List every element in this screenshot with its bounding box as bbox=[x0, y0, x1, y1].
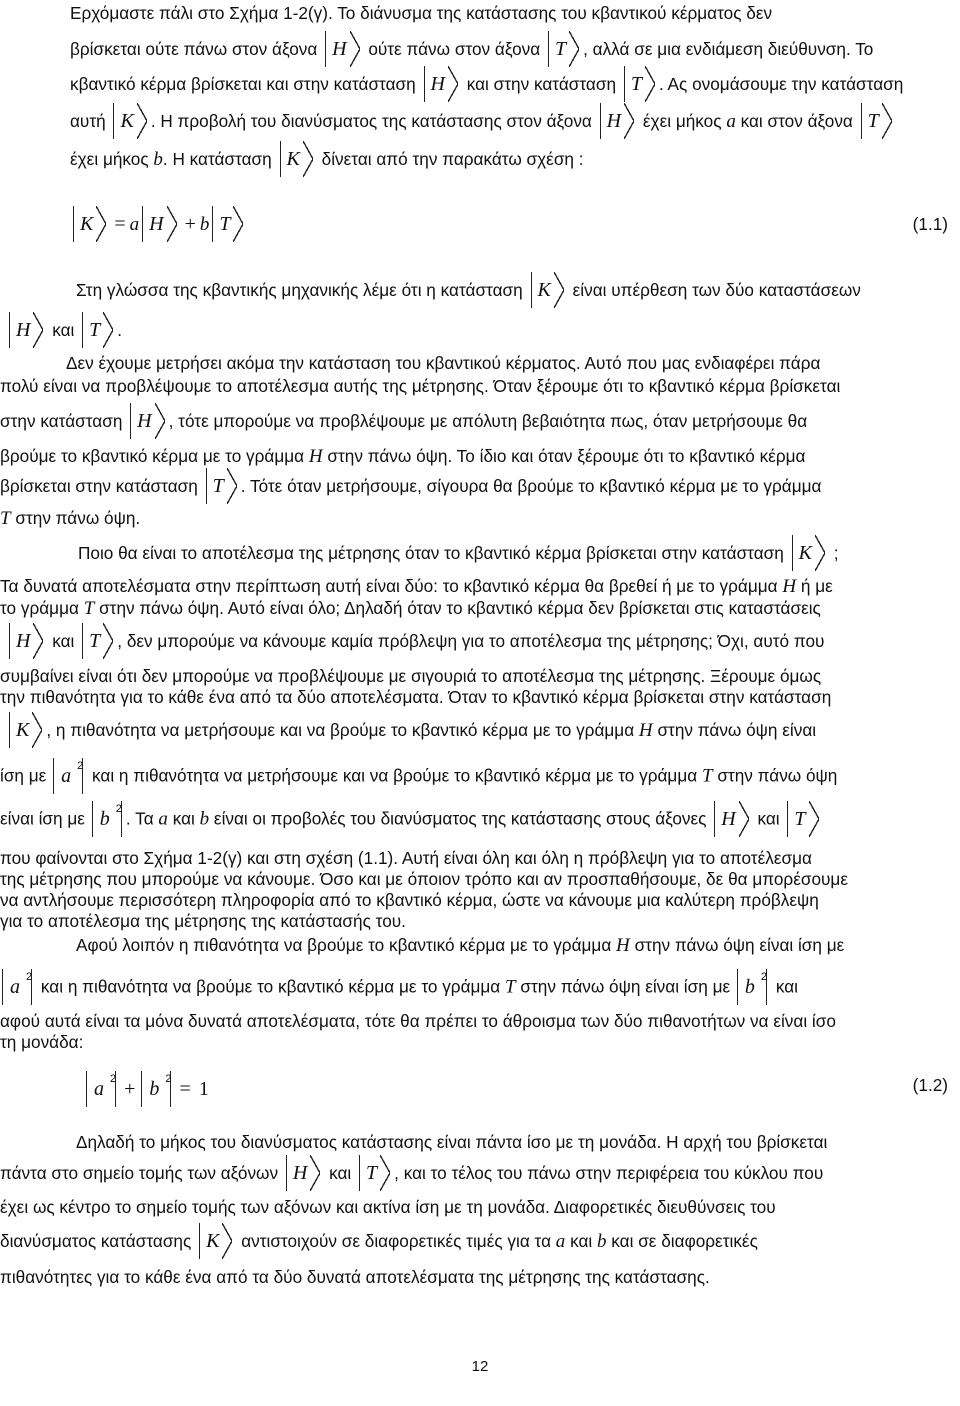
text: να αντλήσουμε περισσότερη πληροφορία από το κβαντικό κέρμα, ώστε να κάνουμε μια καλύτερη πρόβλεψη bbox=[0, 890, 819, 910]
ket-K: K bbox=[531, 279, 565, 301]
text-line bbox=[70, 279, 960, 301]
ket-H: H bbox=[286, 1162, 321, 1184]
text: βρίσκεται στην κατάσταση bbox=[0, 476, 198, 496]
text: στην πάνω όψη είναι ίση με bbox=[520, 976, 731, 997]
text: και bbox=[570, 1231, 593, 1251]
text: βρίσκεται ούτε πάνω στον άξονα bbox=[70, 39, 318, 59]
text-line bbox=[0, 410, 886, 432]
text-line bbox=[0, 445, 886, 468]
text: . Τα bbox=[125, 808, 154, 829]
text: είναι ίση με bbox=[0, 808, 85, 829]
text-line bbox=[0, 375, 886, 397]
text-line bbox=[70, 148, 956, 171]
text-line bbox=[0, 507, 886, 530]
abs-a: a bbox=[53, 765, 83, 787]
text: και η πιθανότητα να βρούμε το κβαντικό κέρμα με το γράμμα bbox=[40, 976, 501, 997]
text: βρούμε το κβαντικό κέρμα με το γράμμα bbox=[0, 446, 305, 466]
text-line bbox=[70, 73, 956, 95]
text: Αφού λοιπόν η πιθανότητα να βρούμε το κβαντικό κέρμα με το γράμμα bbox=[76, 935, 612, 955]
text: . Τότε όταν μετρήσουμε, σίγουρα θα βρούμε το κβαντικό κέρμα με το γράμμα bbox=[240, 476, 822, 496]
ket-T: T bbox=[82, 630, 114, 652]
text: στην πάνω όψη. Το ίδιο και όταν ξέρουμε ότι το κβαντικό κέρμα bbox=[327, 446, 806, 466]
text-line bbox=[76, 1131, 960, 1153]
text: είναι υπέρθεση των δύο καταστάσεων bbox=[572, 280, 861, 300]
text-line bbox=[70, 110, 956, 133]
text-line bbox=[0, 761, 886, 788]
text: πολύ είναι να προβλέψουμε το αποτέλεσμα αυτής της μέτρησης. Όταν ξέρουμε ότι το κβαντικό κέρμα βρίσκεται bbox=[0, 376, 841, 396]
letter-H: H bbox=[782, 576, 797, 597]
ket-T: T bbox=[548, 38, 580, 60]
text: , τότε μπορούμε να προβλέψουμε με απόλυτη βεβαιότητα πως, όταν μετρήσουμε θα bbox=[168, 411, 808, 431]
text-line bbox=[0, 1196, 886, 1218]
ket-T: T bbox=[787, 808, 819, 830]
text: στην πάνω όψη. bbox=[15, 508, 141, 528]
text: Ποιο θα είναι το αποτέλεσμα της μέτρησης όταν το κβαντικό κέρμα βρίσκεται στην κατάσταση bbox=[78, 543, 784, 563]
letter-T: T bbox=[701, 765, 713, 787]
text: ούτε πάνω στον άξονα bbox=[368, 39, 541, 59]
ket-K: K bbox=[199, 1230, 233, 1252]
text: ή με bbox=[800, 576, 833, 596]
text: δίνεται από την παρακάτω σχέση : bbox=[321, 149, 584, 169]
text: και bbox=[52, 320, 75, 340]
text-line bbox=[0, 972, 886, 999]
text-line bbox=[0, 804, 886, 831]
ket-H: H bbox=[600, 110, 635, 132]
equation-1-2 bbox=[84, 1074, 960, 1100]
text-line bbox=[0, 1162, 886, 1184]
text: Δεν έχουμε μετρήσει ακόμα την κατάσταση του κβαντικού κέρματος. Αυτό που μας ενδιαφέρει πάρα bbox=[66, 353, 821, 373]
text: και bbox=[757, 808, 780, 829]
ket-T: T bbox=[359, 1162, 391, 1184]
text: στην πάνω όψη είναι ίση με bbox=[634, 935, 845, 955]
text: που φαίνονται στο Σχήμα 1-2(γ) και στη σχέση (1.1). Αυτή είναι όλη και όλη η πρόβλεψη για το αποτέλεσμα bbox=[0, 848, 812, 868]
letter-H: H bbox=[308, 446, 323, 467]
text-line bbox=[0, 1031, 886, 1053]
text-line bbox=[70, 2, 956, 24]
abs-a: a bbox=[86, 1078, 116, 1100]
text: και bbox=[775, 976, 798, 997]
text: κβαντικό κέρμα βρίσκεται και στην κατάσταση bbox=[70, 74, 416, 94]
var-a: a bbox=[726, 111, 736, 132]
ket-T: T bbox=[624, 73, 656, 95]
ket-H: H bbox=[130, 410, 165, 432]
equals-sign: = bbox=[179, 1077, 191, 1100]
equation-number: (1.1) bbox=[912, 214, 948, 234]
text: και σε διαφορετικές bbox=[611, 1231, 758, 1251]
text: Ερχόμαστε πάλι στο Σχήμα 1-2(γ). Το διάνυσμα της κατάστασης του κβαντικού κέρματος δεν bbox=[70, 3, 773, 23]
text: της μέτρησης που μπορούμε να κάνουμε. Όσο και με όποιον τρόπο και αν προσπαθήσουμε, δε θα μπορέσουμε bbox=[0, 869, 848, 889]
text: έχει μήκος bbox=[642, 111, 722, 131]
text-line bbox=[6, 319, 892, 341]
text-line bbox=[66, 352, 952, 374]
text-line bbox=[0, 575, 886, 598]
text-line bbox=[0, 1230, 886, 1253]
text-line bbox=[0, 597, 886, 620]
ket-T: T bbox=[861, 110, 893, 132]
text: στην πάνω όψη. Αυτό είναι όλο; Δηλαδή όταν το κβαντικό κέρμα δεν βρίσκεται στις καταστάσεις bbox=[99, 598, 821, 618]
text-line bbox=[0, 1266, 886, 1288]
text-line bbox=[6, 630, 892, 652]
text: πάντα στο σημείο τομής των αξόνων bbox=[0, 1163, 279, 1183]
text: Δηλαδή το μήκος του διανύσματος κατάστασης είναι πάντα ίσο με τη μονάδα. Η αρχή του βρίσκεται bbox=[76, 1132, 828, 1152]
text: στην πάνω όψη bbox=[717, 765, 838, 786]
ket-T: T bbox=[212, 213, 244, 235]
text: . Η κατάσταση bbox=[162, 149, 272, 169]
letter-H: H bbox=[638, 720, 653, 741]
plus-sign: + bbox=[184, 213, 196, 235]
text: , αλλά σε μια ενδιάμεση διεύθυνση. Το bbox=[583, 39, 874, 59]
text: και η πιθανότητα να μετρήσουμε και να βρούμε το κβαντικό κέρμα με το γράμμα bbox=[92, 765, 698, 786]
ket-H: H bbox=[714, 808, 749, 830]
text: και στην κατάσταση bbox=[466, 74, 617, 94]
text: και στον άξονα bbox=[740, 111, 853, 131]
text: πιθανότητες για το κάθε ένα από τα δύο δυνατά αποτελέσματα της μέτρησης της κατάστασης. bbox=[0, 1267, 710, 1287]
text: στην κατάσταση bbox=[0, 411, 123, 431]
text-line bbox=[0, 910, 886, 932]
var-a: a bbox=[555, 1231, 566, 1252]
ket-K: K bbox=[9, 719, 43, 741]
ket-H: H bbox=[142, 213, 177, 235]
text-line bbox=[0, 475, 886, 497]
text: αφού αυτά είναι τα μόνα δυνατά αποτελέσματα, τότε θα πρέπει το άθροισμα των δύο πιθανοτήτων να είναι ίσο bbox=[0, 1011, 836, 1031]
text: διανύσματος κατάστασης bbox=[0, 1231, 192, 1251]
number-one: 1 bbox=[198, 1077, 209, 1100]
text: αυτή bbox=[70, 111, 106, 131]
ket-H: H bbox=[424, 73, 459, 95]
text-line bbox=[70, 38, 956, 60]
text: . Ας ονομάσουμε την κατάσταση bbox=[658, 74, 904, 94]
text-line bbox=[0, 847, 886, 869]
var-b: b bbox=[199, 214, 210, 235]
ket-K: K bbox=[280, 148, 314, 170]
abs-a: a bbox=[2, 976, 32, 998]
text: έχει μήκος bbox=[70, 149, 149, 169]
text: Στη γλώσσα της κβαντικής μηχανικής λέμε ότι η κατάσταση bbox=[76, 280, 523, 300]
text-line bbox=[76, 934, 960, 957]
text-line bbox=[6, 719, 892, 742]
ket-T: T bbox=[206, 475, 238, 497]
text: για το αποτέλεσμα της μέτρησης της κατάστασής του. bbox=[0, 911, 406, 931]
text: , η πιθανότητα να μετρήσουμε και να βρούμε το κβαντικό κέρμα με το γράμμα bbox=[46, 720, 635, 740]
text: και bbox=[52, 631, 75, 651]
text: Τα δυνατά αποτελέσματα στην περίπτωση αυτή είναι δύο: το κβαντικό κέρμα θα βρεθεί ή με το γράμμα bbox=[0, 576, 778, 596]
text: . bbox=[117, 320, 123, 340]
text: αντιστοιχούν σε διαφορετικές τιμές για τα bbox=[241, 1231, 552, 1251]
exponent: 2 bbox=[115, 803, 122, 815]
abs-b: b bbox=[737, 976, 767, 998]
ket-H: H bbox=[9, 630, 44, 652]
text: τη μονάδα: bbox=[0, 1032, 84, 1052]
text: συμβαίνει είναι ότι δεν μπορούμε να προβλέψουμε με σιγουριά το αποτέλεσμα της μέτρησης. Ξέρουμε όμως bbox=[0, 666, 822, 686]
equals-sign: = bbox=[114, 213, 126, 235]
ket-H: H bbox=[325, 38, 360, 60]
text: είναι οι προβολές του διανύσματος της κατάστασης στους άξονες bbox=[213, 808, 707, 829]
ket-K: K bbox=[73, 213, 107, 235]
equation-number: (1.2) bbox=[912, 1075, 948, 1095]
text-line bbox=[78, 542, 960, 564]
var-a: a bbox=[158, 808, 168, 830]
letter-H: H bbox=[616, 935, 630, 956]
text: ίση με bbox=[0, 765, 47, 786]
exponent: 2 bbox=[26, 971, 33, 983]
letter-T: T bbox=[0, 508, 11, 529]
text-line bbox=[0, 1010, 886, 1032]
letter-T: T bbox=[83, 598, 95, 619]
var-a: a bbox=[129, 214, 140, 235]
text: , και το τέλος του πάνω στην περιφέρεια του κύκλου που bbox=[394, 1163, 824, 1183]
ket-K: K bbox=[113, 110, 147, 132]
var-b: b bbox=[597, 1231, 607, 1252]
var-b: b bbox=[153, 149, 163, 170]
plus-sign: + bbox=[124, 1077, 136, 1100]
text: και bbox=[172, 808, 195, 829]
text-line bbox=[0, 686, 886, 708]
abs-b: b bbox=[92, 808, 122, 830]
text-line bbox=[0, 889, 886, 911]
var-b: b bbox=[199, 808, 210, 830]
text: στην πάνω όψη είναι bbox=[657, 720, 817, 740]
exponent: 2 bbox=[77, 760, 84, 772]
text: και bbox=[329, 1163, 352, 1183]
exponent: 2 bbox=[760, 971, 768, 983]
ket-H: H bbox=[9, 319, 44, 341]
text-line bbox=[0, 665, 886, 687]
text: , δεν μπορούμε να κάνουμε καμία πρόβλεψη για το αποτέλεσμα της μέτρησης; Όχι, αυτό που bbox=[117, 631, 825, 651]
page-number: 12 bbox=[471, 1358, 489, 1375]
text: την πιθανότητα για το κάθε ένα από τα δύο αποτελέσματα. Όταν το κβαντικό κέρμα βρίσκεται στην κατάσταση bbox=[0, 687, 832, 707]
text: έχει ως κέντρο το σημείο τομής των αξόνων και ακτίνα ίση με τη μονάδα. Διαφορετικές διευθύνσεις του bbox=[0, 1197, 776, 1217]
letter-T: T bbox=[505, 976, 516, 998]
exponent: 2 bbox=[165, 1073, 172, 1085]
text-line bbox=[0, 868, 886, 890]
abs-b: b bbox=[141, 1078, 171, 1100]
ket-K: K bbox=[792, 542, 826, 564]
ket-T: T bbox=[82, 319, 114, 341]
exponent: 2 bbox=[110, 1073, 117, 1085]
text: ; bbox=[833, 543, 839, 563]
text: το γράμμα bbox=[0, 598, 79, 618]
text: . Η προβολή του διανύσματος της κατάστασης στον άξονα bbox=[150, 111, 592, 131]
equation-1-1 bbox=[70, 213, 956, 236]
